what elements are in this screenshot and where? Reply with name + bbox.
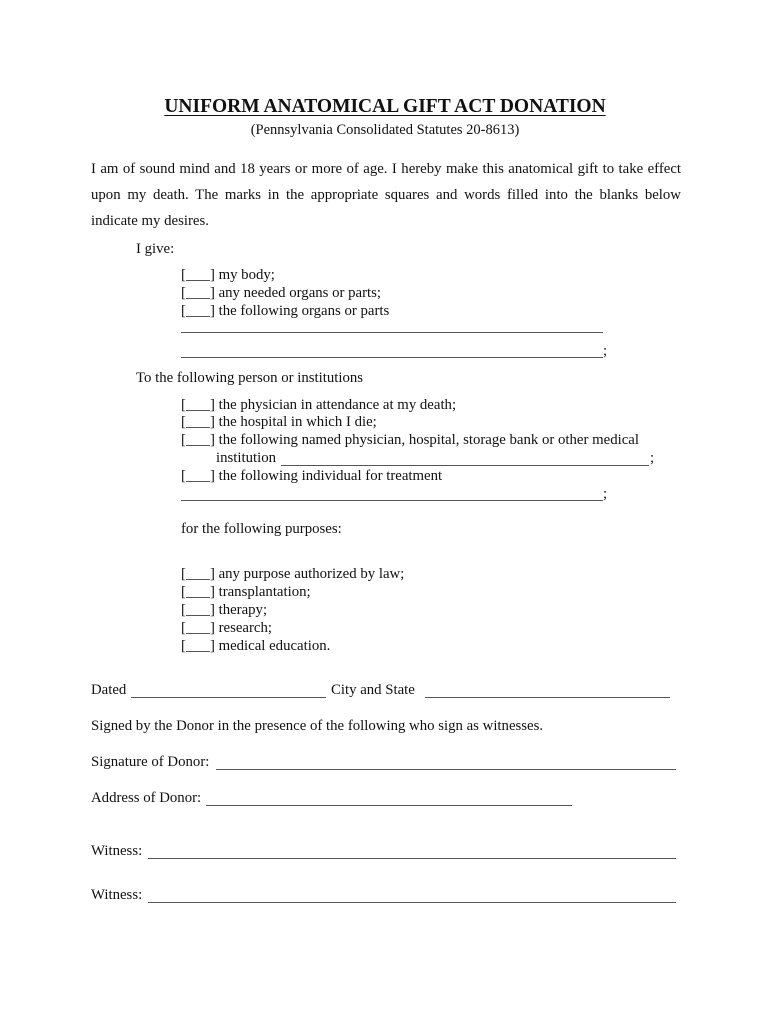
semicolon: ; bbox=[650, 450, 655, 466]
checkbox[interactable] bbox=[186, 280, 210, 281]
witness-1-label: Witness: bbox=[91, 843, 143, 859]
intro-paragraph: I am of sound mind and 18 years or more of age. I hereby make this anatomical gift to take effect upon my death. The marks in the appropriate squares and words filled into the blanks below indicate my desires. bbox=[91, 161, 681, 229]
organs-blank-line-2[interactable] bbox=[181, 357, 603, 358]
institution-label: institution bbox=[216, 450, 277, 466]
recipient-option-named[interactable]: [ ] the following named physician, hospital, storage bank or other medical bbox=[181, 432, 639, 448]
signature-blank-line[interactable] bbox=[216, 769, 676, 770]
signature-label: Signature of Donor: bbox=[91, 754, 210, 770]
recipient-option-individual[interactable]: [ ] the following individual for treatment bbox=[181, 468, 443, 484]
semicolon: ; bbox=[603, 343, 608, 359]
purpose-option-education[interactable]: [ ] medical education. bbox=[181, 638, 331, 654]
semicolon: ; bbox=[603, 486, 608, 502]
witness-2-label: Witness: bbox=[91, 887, 143, 903]
recipient-option-physician[interactable]: [ ] the physician in attendance at my death; bbox=[181, 397, 457, 413]
city-state-blank-line[interactable] bbox=[425, 697, 670, 698]
address-label: Address of Donor: bbox=[91, 790, 202, 806]
purpose-option-any[interactable]: [ ] any purpose authorized by law; bbox=[181, 566, 405, 582]
checkbox[interactable] bbox=[186, 597, 210, 598]
form-subtitle: (Pennsylvania Consolidated Statutes 20-8613) bbox=[250, 122, 520, 138]
witness-2-blank-line[interactable] bbox=[148, 902, 676, 903]
checkbox[interactable] bbox=[186, 481, 210, 482]
checkbox[interactable] bbox=[186, 579, 210, 580]
checkbox[interactable] bbox=[186, 615, 210, 616]
give-option-organs[interactable]: [ ] any needed organs or parts; bbox=[181, 285, 382, 301]
checkbox[interactable] bbox=[186, 316, 210, 317]
purposes-label: for the following purposes: bbox=[181, 521, 342, 537]
checkbox[interactable] bbox=[186, 633, 210, 634]
city-state-label: City and State bbox=[331, 682, 415, 698]
address-blank-line[interactable] bbox=[206, 805, 572, 806]
give-label: I give: bbox=[136, 241, 175, 257]
recipient-option-hospital[interactable]: [ ] the hospital in which I die; bbox=[181, 414, 377, 430]
signed-statement: Signed by the Donor in the presence of the following who sign as witnesses. bbox=[91, 718, 544, 734]
give-option-body[interactable]: [ ] my body; bbox=[181, 267, 275, 283]
organs-blank-line-1[interactable] bbox=[181, 332, 603, 333]
dated-blank-line[interactable] bbox=[131, 697, 326, 698]
dated-label: Dated bbox=[91, 682, 127, 698]
checkbox[interactable] bbox=[186, 445, 210, 446]
checkbox[interactable] bbox=[186, 410, 210, 411]
individual-blank-line[interactable] bbox=[181, 500, 603, 501]
checkbox[interactable] bbox=[186, 651, 210, 652]
checkbox[interactable] bbox=[186, 427, 210, 428]
institution-blank-line[interactable] bbox=[281, 465, 649, 466]
purpose-option-therapy[interactable]: [ ] therapy; bbox=[181, 602, 268, 618]
witness-1-blank-line[interactable] bbox=[148, 858, 676, 859]
purpose-option-research[interactable]: [ ] research; bbox=[181, 620, 272, 636]
form-title: UNIFORM ANATOMICAL GIFT ACT DONATION bbox=[164, 96, 606, 117]
give-option-following[interactable]: [ ] the following organs or parts bbox=[181, 303, 390, 319]
recipients-label: To the following person or institutions bbox=[136, 370, 364, 386]
checkbox[interactable] bbox=[186, 298, 210, 299]
purpose-option-transplantation[interactable]: [ ] transplantation; bbox=[181, 584, 311, 600]
